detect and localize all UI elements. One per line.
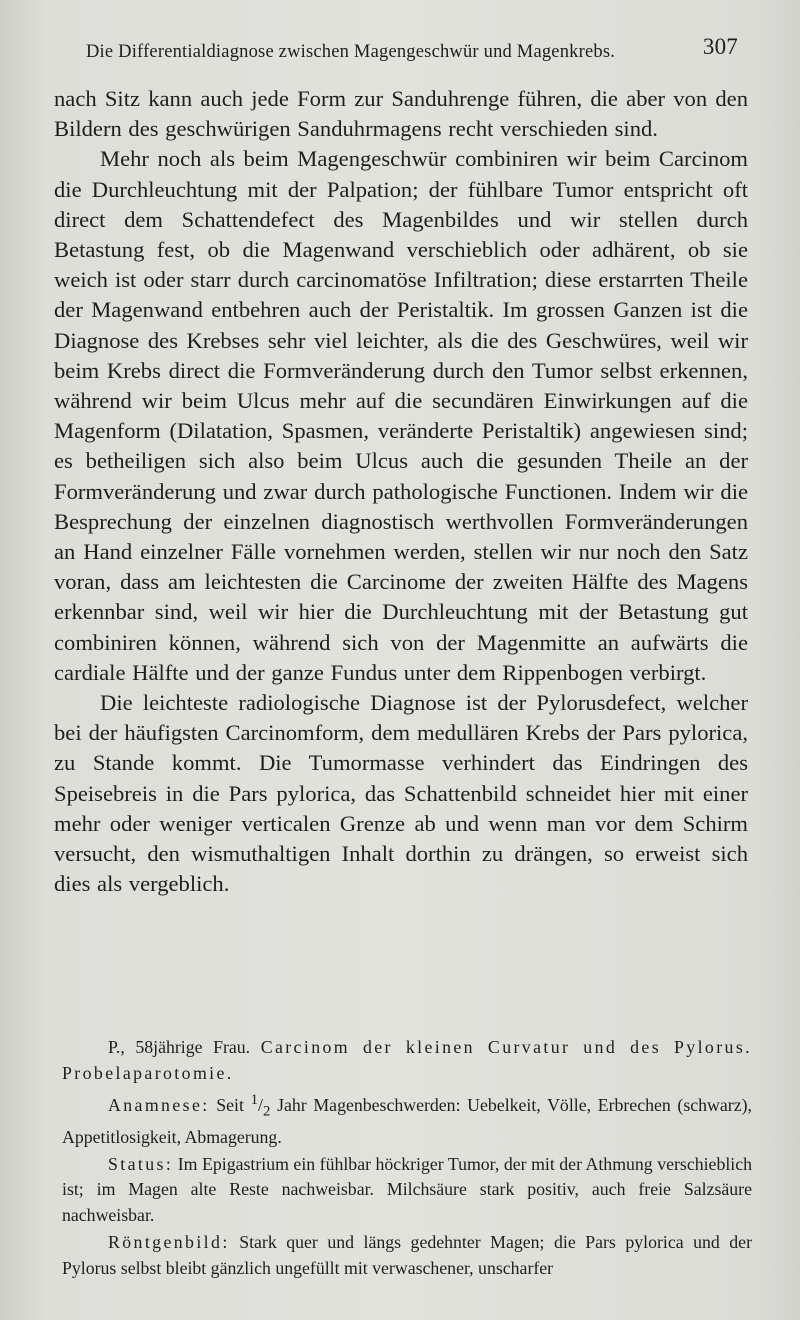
case-roentgen xyxy=(62,1230,752,1282)
case-report xyxy=(62,1035,752,1283)
status-text: Im Epigastrium ein fühlbar höckriger Tumor, der mit der Athmung verschieblich ist; im Magen alte Reste nachweisbar. Milchsäure stark positiv, auch freie Salzsäure nachweisbar. xyxy=(62,1153,752,1226)
anamnese-pre: Seit xyxy=(216,1094,244,1115)
anamnese-text: Jahr Magenbeschwerden: Uebelkeit, Völle, Erbrechen (schwarz), Appetitlosigkeit, Abmagerung. xyxy=(62,1094,752,1147)
status-label: Status: xyxy=(108,1153,174,1174)
roentgen-label: Röntgenbild: xyxy=(108,1232,230,1253)
page-header xyxy=(86,34,738,66)
fraction-numerator: 1 xyxy=(250,1091,259,1108)
case-title xyxy=(62,1035,752,1087)
running-title: Die Differentialdiagnose zwischen Magengeschwür und Magenkrebs. xyxy=(86,42,616,62)
paragraph-2: Mehr noch als beim Magengeschwür combiniren wir beim Carcinom die Durchleuchtung mit der Palpation; der fühlbare Tumor entspricht oft direct dem Schattendefect des Magenbildes und wir stellen durch Betastung fest, ob die Magenwand verschieblich oder adhärent, ob sie weich ist oder starr durch carcinomatöse Infiltration; diese erstarrten Theile der Magenwand entbehren auch der Peristaltik. Im grossen Ganzen ist die Diagnose des Krebses sehr viel leichter, als die des Geschwüres, weil wir beim Krebs direct die Formveränderung durch den Tumor selbst erkennen, während wir beim Ulcus mehr auf die secundären Einwirkungen auf die Magenform (Dilatation, Spasmen, veränderte Peristaltik) angewiesen sind; es betheiligen sich also beim Ulcus auch die gesunden Theile an der Formveränderung und zwar durch pathologische Functionen. Indem wir die Besprechung der einzelnen diagnostisch werthvollen Formveränderungen an Hand einzelner Fälle vornehmen werden, stellen wir nur noch den Satz voran, dass am leichtesten die Carcinome der zweiten Hälfte des Magens erkennbar sind, weil wir hier die Durchleuchtung mit der Betastung gut combiniren können, während sich von der Magenmitte an aufwärts die cardiale Hälfte und der ganze Fundus unter dem Rippenbogen verbirgt. xyxy=(54,146,748,685)
main-text xyxy=(54,84,748,899)
case-patient: P., 58jährige Frau. xyxy=(108,1037,251,1057)
fraction-denominator: 2 xyxy=(262,1103,271,1120)
case-anamnese: Anamnese: Seit $^1/_2$ Jahr Magenbeschwerden: Uebelkeit, Völle, Erbrechen (schwarz), Appetitlosigkeit, Abmagerung. xyxy=(62,1091,752,1147)
paragraph-1: nach Sitz kann auch jede Form zur Sanduhrenge führen, die aber von den Bildern des geschwürigen Sanduhrmagens recht verschieden sind. xyxy=(54,86,748,142)
case-diagnosis: Carcinom der kleinen Curvatur und des Pylorus. Probelaparotomie. xyxy=(62,1037,752,1083)
anamnese-label: Anamnese: xyxy=(108,1094,210,1115)
paragraph-3: Die leichteste radiologische Diagnose ist der Pylorusdefect, welcher bei der häufigsten Carcinomform, dem medullären Krebs der Pars pylorica, zu Stande kommt. Die Tumormasse verhindert das Eindringen des Speisebreis in die Pars pylorica, das Schattenbild schneidet hier mit einer mehr oder weniger verticalen Grenze ab und wenn man vor dem Schirm versucht, den wismuthaltigen Inhalt dorthin zu drängen, so erweist sich dies als vergeblich. xyxy=(54,690,748,897)
page-number: 307 xyxy=(702,34,738,59)
case-status xyxy=(62,1152,752,1229)
roentgen-text: Stark quer und längs gedehnter Magen; die Pars pylorica und der Pylorus selbst bleibt gänzlich ungefüllt mit verwaschener, unscharfer xyxy=(62,1232,752,1278)
